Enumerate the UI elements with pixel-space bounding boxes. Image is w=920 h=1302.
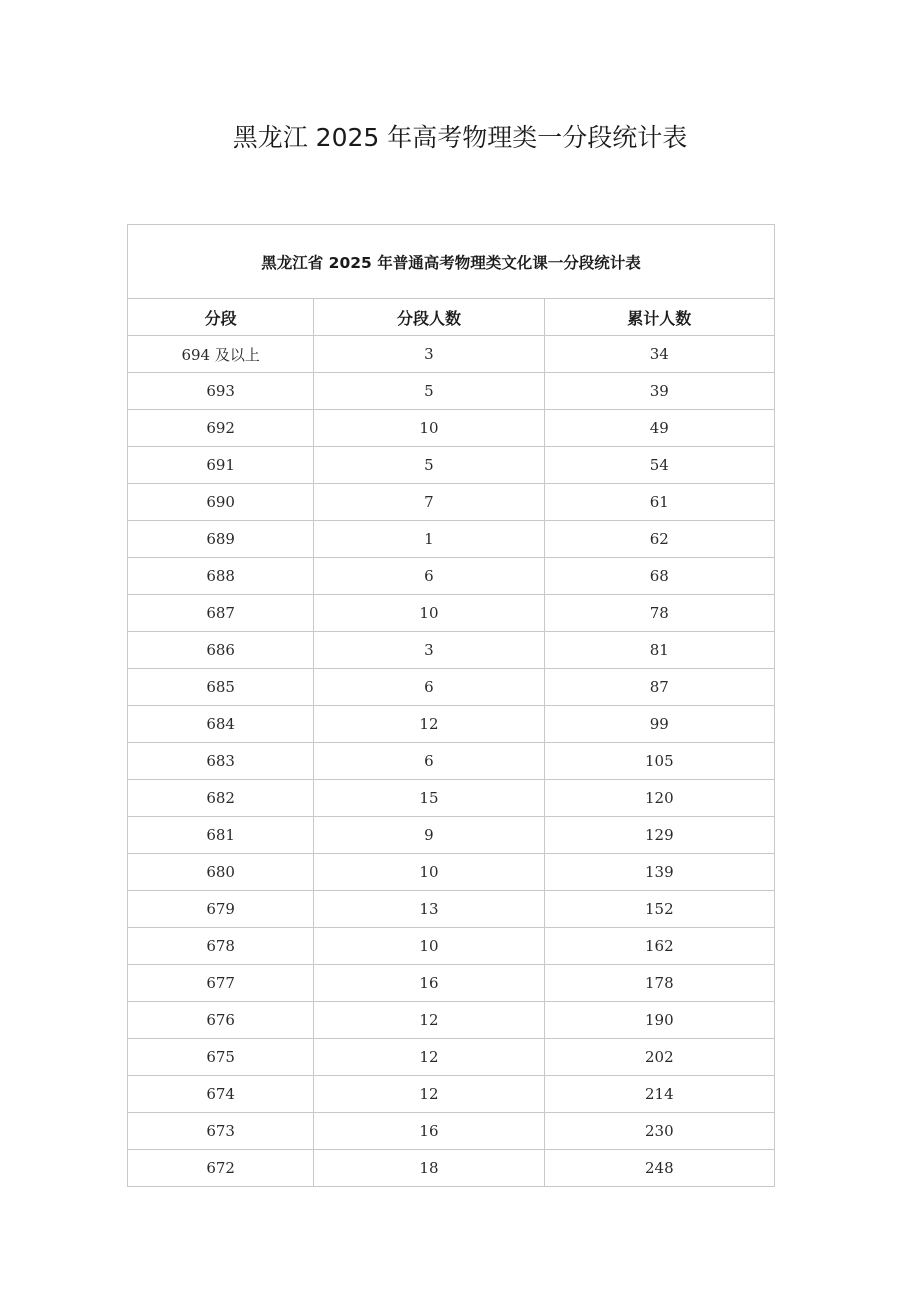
table-caption-row: [128, 225, 775, 299]
cell-cumulative-count: 105: [544, 743, 774, 780]
table-row: [128, 706, 775, 743]
cell-score-segment: 686: [128, 632, 314, 669]
cell-segment-count: 10: [314, 928, 544, 965]
cell-segment-count: 3: [314, 336, 544, 373]
cell-segment-count: 12: [314, 706, 544, 743]
cell-cumulative-count: 39: [544, 373, 774, 410]
cell-segment-count: 5: [314, 447, 544, 484]
cell-cumulative-count: 120: [544, 780, 774, 817]
cell-segment-count: 3: [314, 632, 544, 669]
cell-segment-count: 16: [314, 1113, 544, 1150]
table-row: [128, 1150, 775, 1187]
cell-segment-count: 10: [314, 595, 544, 632]
cell-score-segment: 685: [128, 669, 314, 706]
cell-score-segment: 688: [128, 558, 314, 595]
score-distribution-table: [127, 224, 775, 1187]
cell-cumulative-count: 178: [544, 965, 774, 1002]
cell-segment-count: 10: [314, 410, 544, 447]
table-row: [128, 595, 775, 632]
table-row: [128, 521, 775, 558]
cell-segment-count: 10: [314, 854, 544, 891]
cell-cumulative-count: 62: [544, 521, 774, 558]
table-row: [128, 928, 775, 965]
cell-segment-count: 1: [314, 521, 544, 558]
cell-segment-count: 5: [314, 373, 544, 410]
cell-cumulative-count: 49: [544, 410, 774, 447]
table-row: [128, 780, 775, 817]
cell-cumulative-count: 139: [544, 854, 774, 891]
cell-score-segment: 673: [128, 1113, 314, 1150]
cell-cumulative-count: 214: [544, 1076, 774, 1113]
table-row: [128, 373, 775, 410]
header-segment-count: 分段人数: [314, 299, 544, 336]
table-caption: 黑龙江省 2025 年普通高考物理类文化课一分段统计表: [128, 225, 775, 299]
table-row: [128, 484, 775, 521]
cell-score-segment: 678: [128, 928, 314, 965]
cell-cumulative-count: 162: [544, 928, 774, 965]
cell-segment-count: 12: [314, 1039, 544, 1076]
cell-score-segment: 692: [128, 410, 314, 447]
cell-segment-count: 16: [314, 965, 544, 1002]
cell-cumulative-count: 61: [544, 484, 774, 521]
cell-segment-count: 12: [314, 1076, 544, 1113]
cell-score-segment: 684: [128, 706, 314, 743]
table-row: [128, 965, 775, 1002]
cell-score-segment: 672: [128, 1150, 314, 1187]
table-row: [128, 1039, 775, 1076]
cell-cumulative-count: 202: [544, 1039, 774, 1076]
table-row: [128, 1002, 775, 1039]
header-cumulative-count: 累计人数: [544, 299, 774, 336]
table-row: [128, 817, 775, 854]
cell-segment-count: 12: [314, 1002, 544, 1039]
cell-score-segment: 689: [128, 521, 314, 558]
cell-score-segment: 674: [128, 1076, 314, 1113]
cell-cumulative-count: 81: [544, 632, 774, 669]
table-row: [128, 336, 775, 373]
page-title: 黑龙江 2025 年高考物理类一分段统计表: [232, 123, 688, 152]
cell-cumulative-count: 54: [544, 447, 774, 484]
table-row: [128, 743, 775, 780]
cell-score-segment: 680: [128, 854, 314, 891]
cell-cumulative-count: 129: [544, 817, 774, 854]
cell-segment-count: 15: [314, 780, 544, 817]
cell-score-segment: 682: [128, 780, 314, 817]
table-row: [128, 558, 775, 595]
table-row: [128, 410, 775, 447]
cell-score-segment: 683: [128, 743, 314, 780]
cell-cumulative-count: 87: [544, 669, 774, 706]
table-row: [128, 1113, 775, 1150]
cell-score-segment: 690: [128, 484, 314, 521]
cell-segment-count: 13: [314, 891, 544, 928]
cell-segment-count: 6: [314, 558, 544, 595]
cell-score-segment: 679: [128, 891, 314, 928]
cell-score-segment: 691: [128, 447, 314, 484]
cell-segment-count: 6: [314, 743, 544, 780]
cell-score-segment: 677: [128, 965, 314, 1002]
cell-score-segment: 694 及以上: [128, 336, 314, 373]
cell-score-segment: 675: [128, 1039, 314, 1076]
table-header-row: [128, 299, 775, 336]
cell-cumulative-count: 99: [544, 706, 774, 743]
table-row: [128, 447, 775, 484]
cell-segment-count: 6: [314, 669, 544, 706]
cell-score-segment: 676: [128, 1002, 314, 1039]
cell-cumulative-count: 68: [544, 558, 774, 595]
cell-cumulative-count: 152: [544, 891, 774, 928]
table-row: [128, 854, 775, 891]
cell-segment-count: 7: [314, 484, 544, 521]
cell-score-segment: 681: [128, 817, 314, 854]
cell-cumulative-count: 78: [544, 595, 774, 632]
table-body: [128, 336, 775, 1187]
table-row: [128, 632, 775, 669]
table-row: [128, 669, 775, 706]
cell-score-segment: 687: [128, 595, 314, 632]
cell-score-segment: 693: [128, 373, 314, 410]
cell-cumulative-count: 190: [544, 1002, 774, 1039]
table-row: [128, 1076, 775, 1113]
cell-segment-count: 9: [314, 817, 544, 854]
header-score-segment: 分段: [128, 299, 314, 336]
cell-cumulative-count: 230: [544, 1113, 774, 1150]
cell-segment-count: 18: [314, 1150, 544, 1187]
table-row: [128, 891, 775, 928]
cell-cumulative-count: 34: [544, 336, 774, 373]
cell-cumulative-count: 248: [544, 1150, 774, 1187]
